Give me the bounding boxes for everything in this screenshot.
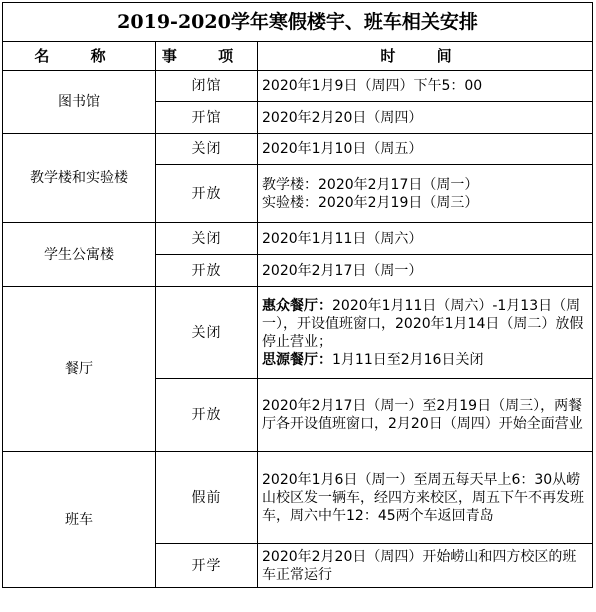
time-cell [258, 165, 593, 223]
time-cell: 2020年2月17日（周一）至2月19日（周三），两餐厅各开设值班窗口，2月20日（周四）开始全面营业 [258, 379, 593, 452]
category-canteen: 餐厅 [3, 287, 156, 452]
canteen-name-label: 惠众餐厅： [262, 297, 332, 314]
category-dormitory: 学生公寓楼 [3, 223, 156, 287]
table-row [3, 223, 593, 255]
canteen-closing-text: 1月11日至2月16日关闭 [332, 351, 484, 368]
time-cell: 2020年1月10日（周五） [258, 134, 593, 165]
category-library: 图书馆 [3, 71, 156, 134]
action-cell: 开馆 [156, 102, 258, 134]
schedule-table [2, 2, 593, 588]
action-cell: 开放 [156, 379, 258, 452]
canteen-name-label: 思源餐厅： [262, 351, 332, 368]
header-item: 事 项 [156, 42, 258, 71]
table-row [3, 452, 593, 544]
header-name: 名 称 [3, 42, 156, 71]
time-cell: 2020年2月20日（周四） [258, 102, 593, 134]
time-cell: 2020年2月20日（周四）开始崂山和四方校区的班车正常运行 [258, 544, 593, 588]
action-cell: 开学 [156, 544, 258, 588]
category-shuttle-bus: 班车 [3, 452, 156, 588]
action-cell: 关闭 [156, 223, 258, 255]
action-cell: 关闭 [156, 134, 258, 165]
header-time: 时 间 [258, 42, 593, 71]
table-row [3, 134, 593, 165]
time-cell: 2020年1月11日（周六） [258, 223, 593, 255]
header-row [3, 42, 593, 71]
time-line: 教学楼：2020年2月17日（周一） [262, 176, 479, 193]
time-cell: 2020年2月17日（周一） [258, 255, 593, 287]
action-cell: 假前 [156, 452, 258, 544]
action-cell: 开放 [156, 165, 258, 223]
table-row [3, 71, 593, 102]
title-row [3, 3, 593, 42]
document-title: 2019-2020学年寒假楼宇、班车相关安排 [3, 3, 593, 42]
time-cell: 2020年1月9日（周四）下午5：00 [258, 71, 593, 102]
action-cell: 关闭 [156, 287, 258, 379]
action-cell: 开放 [156, 255, 258, 287]
time-cell: 2020年1月6日（周一）至周五每天早上6：30从崂山校区发一辆车，经四方来校区，周五下午不再发班车，周六中午12：45两个车返回青岛 [258, 452, 593, 544]
table-row [3, 287, 593, 379]
action-cell: 闭馆 [156, 71, 258, 102]
category-buildings: 教学楼和实验楼 [3, 134, 156, 223]
time-cell [258, 287, 593, 379]
canteen-closing-text: 2020年1月11日（周六）-1月13日（周一），开设值班窗口，2020年1月14日（周二）放假停止营业； [262, 297, 584, 350]
time-line: 实验楼：2020年2月19日（周三） [262, 194, 479, 211]
